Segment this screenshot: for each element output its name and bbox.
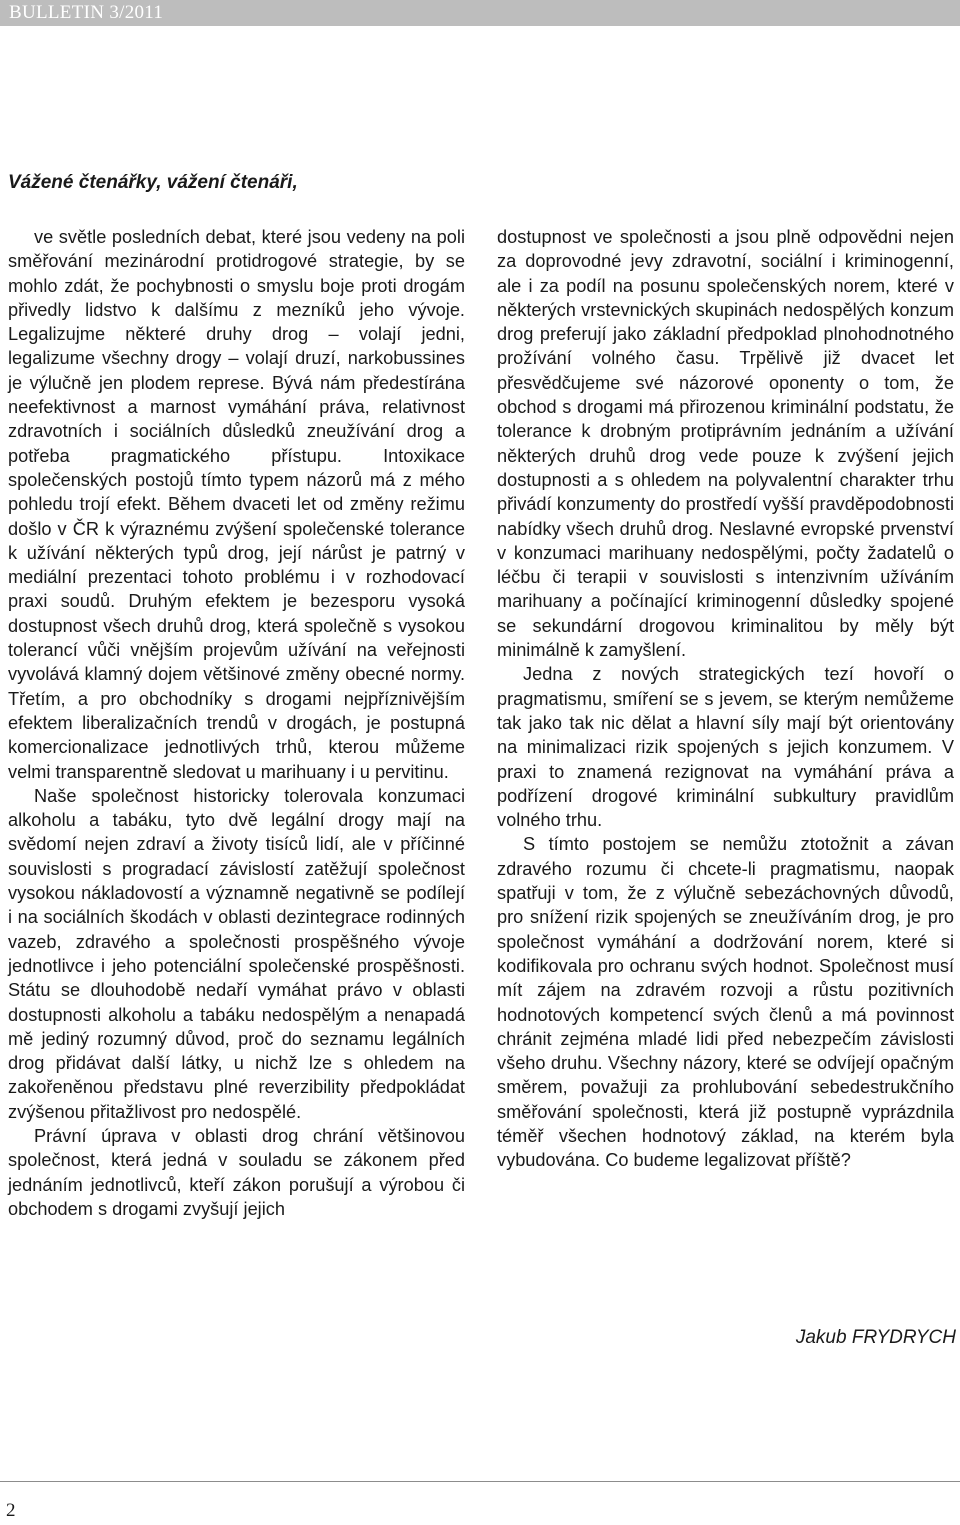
paragraph: dostupnost ve společnosti a jsou plně odpovědni nejen za doprovodné jevy zdravotní, sociální i kriminogenní, ale i za podíl na posunu společenských norem, které v některých vrstevnických skupinách nedospělých konzum drog preferují jako základní předpoklad plnohodnotného prožívání volného času. Trpělivě již dvacet let přesvědčujeme své názorové oponenty o tom, že obchod s drogami má přirozenou kriminální podstatu, že tolerance k drobným protiprávním jednáním a užívání některých druhů drog vede pouze k zvýšení jejich dostupnosti a s ohledem na polyvalentní charakter trhu přivádí konzumenty do prostředí vyšší pravděpodobnosti nabídky všech druhů drog. Neslavné evropské prvenství v konzumaci marihuany nedospělými, počty žadatelů o léčbu či terapii v souvislosti s intenzivním užíváním marihuany a počínající kriminogenní důsledky spojené se sekundární drogovou kriminalitou by měly být minimálně k zamyšlení. bbox=[497, 227, 954, 661]
bulletin-title: BULLETIN 3/2011 bbox=[9, 2, 164, 23]
left-column bbox=[8, 225, 465, 1221]
paragraph: Jedna z nových strategických tezí hovoří o pragmatismu, smíření se s jevem, se kterým nemůžeme tak jako tak nic dělat a hlavní síly mají být orientovány na minimalizaci rizik spojených s jejich konzumem. V praxi to znamená rezignovat na vymáhání práva a podřízení drogové kriminální subkultury pravidlům volného trhu. bbox=[497, 664, 954, 831]
salutation: Vážené čtenářky, vážení čtenáři, bbox=[8, 172, 298, 193]
author-signature: Jakub FRYDRYCH bbox=[795, 1327, 956, 1348]
right-column bbox=[497, 225, 954, 1173]
paragraph: Naše společnost historicky tolerovala konzumaci alkoholu a tabáku, tyto dvě legální drogy mají na svědomí nejen zdraví a životy tisíců lidí, ale v příčinné souvislosti s progradací závislostí zatěžují společnost vysokou nákladovostí a významně negativně se podílejí i na sociálních škodách v oblasti dezintegrace rodinných vazeb, zdravého a společnosti prospěšného vývoje jednotlivce i jeho potenciální společenské prospěšnosti. Státu se dlouhodobě nedaří vymáhat právo v oblasti dostupnosti alkoholu a tabáku nedospělým a nenapadá mě jediný rozumný důvod, proč do seznamu legálních drog přidávat další látky, u nichž lze s ohledem na zakořeněnou představu plné reverzibility předpokládat zvýšenou přitažlivost pro nedospělé. bbox=[8, 785, 465, 1122]
paragraph: ve světle posledních debat, které jsou vedeny na poli směřování mezinárodní protidrogové strategie, by se mohlo zdát, že pochybnosti o smyslu boje proti drogám přivedly lidstvo k dalšímu z mezníků jeho vývoje. Legalizujme některé druhy drog – volají jedni, legalizume všechny drogy – volají druzí, narkobussines je výlučně jen plodem represe. Bývá nám předestírána neefektivnost a marnost vymáhání práva, relativnost zdravotních i sociálních důsledků zneužívání drog a potřeba pragmatického přístupu. Intoxikace společenských postojů tímto typem názorů má z mého pohledu trojí efekt. Během dvaceti let od změny režimu došlo v ČR k výraznému zvýšení společenské tolerance k užívání některých typů drog, její nárůst je patrný v mediální prezentaci tohoto problému i v rozhodovací praxi soudů. Druhým efektem je bezesporu vysoká dostupnost všech druhů drog, která společně s vysokou tolerancí vůči vnějším projevům užívání na veřejnosti vyvolává klamný dojem většinové změny obecné normy. Třetím, a pro obchodníky s drogami nejpříznivějším efektem liberalizačních trendů v drogách, je postupná komercionalizace jednotlivých trhů, kterou můžeme velmi transparentně sledovat u marihuany i u pervitinu. bbox=[8, 227, 465, 782]
paragraph: S tímto postojem se nemůžu ztotožnit a závan zdravého rozumu či chcete-li pragmatismu, naopak spatřuji v tom, že z výlučně sebezáchovných důvodů, pro snížení rizik spojených se zneužíváním drog, je pro společnost vymáhání a dodržování norem, které si kodifikovala pro ochranu svých hodnot. Společnost musí mít zájem na zdravém rozvoji a růstu pozitivních hodnotových kompetencí svých členů a má povinnost chránit zejména mladé lidi před nebezpečím závislosti všeho druhu. Všechny názory, které se odvíjejí opačným směrem, považuji za prohlubování sebedestrukčního směřování společnosti, která již postupně vyprázdnila téměř všechen hodnotový základ, na kterém byla vybudována. Co budeme legalizovat příště? bbox=[497, 834, 954, 1171]
header-bar bbox=[0, 0, 960, 26]
page-number: 2 bbox=[6, 1500, 16, 1521]
paragraph: Právní úprava v oblasti drog chrání většinovou společnost, která jedná v souladu se zákonem před jednáním jednotlivců, kteří zákon porušují a výrobou či obchodem s drogami zvyšují jejich bbox=[8, 1125, 465, 1219]
footer-divider bbox=[0, 1481, 960, 1482]
